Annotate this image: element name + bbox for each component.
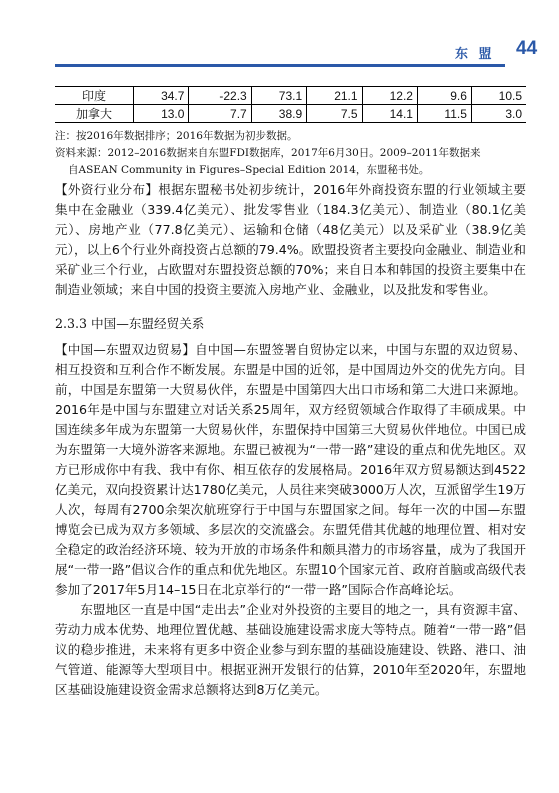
body-paragraph-3	[55, 600, 526, 700]
paragraph-text: 东盟地区一直是中国“走出去”企业对外投资的主要目的地之一，具有资源丰富、劳动力成本优势、地理位置优越、基础设施建设需求庞大等特点。随着“一带一路”倡议的稳步推进，未来将有更多中资企业参与到东盟的基础设施建设、铁路、港口、油气管道、能源等大型项目中。根据亚洲开发银行的估算，2010年至2020年，东盟地区基础设施建设资金需求总额将达到8万亿美元。	[55, 602, 526, 697]
paragraph-text: 【外资行业分布】根据东盟秘书处初步统计，2016年外商投资东盟的行业领域主要集中在金融业（339.4亿美元）、批发零售业（184.3亿美元）、制造业（80.1亿美元）、房地产业（77.8亿美元）、运输和仓储（48亿美元）以及采矿业（38.9亿美元），以上6个行业外商投资占总额的79.4%。欧盟投资者主要投向金融业、制造业和采矿业三个行业，占欧盟对东盟投资总额的70%；来自日本和韩国的投资主要集中在制造业领域；来自中国的投资主要流入房地产业、金融业，以及批发和零售业。	[55, 182, 526, 297]
table-cell: 13.0	[134, 105, 189, 123]
table-note: 注：按2016年数据排序；2016年数据为初步数据。	[55, 130, 298, 142]
table-cell: -22.3	[189, 87, 251, 105]
section-heading: 2.3.3 中国—东盟经贸关系	[55, 316, 205, 331]
table-cell: 12.2	[362, 87, 417, 105]
table-cell: 38.9	[251, 105, 306, 123]
body-paragraph-2	[55, 340, 526, 600]
table-notes	[55, 128, 526, 179]
table-cell: 10.5	[471, 87, 526, 105]
row-label: 加拿大	[55, 105, 134, 123]
source-note-cont: 自ASEAN Community in Figures–Special Edition 2014，东盟秘书处。	[68, 164, 430, 176]
table-cell: 11.5	[417, 105, 471, 123]
table-cell: 7.5	[307, 105, 362, 123]
row-label: 印度	[55, 87, 134, 105]
table-cell: 73.1	[251, 87, 306, 105]
header-rule	[55, 64, 505, 67]
paragraph-text: 【中国—东盟双边贸易】自中国—东盟签署自贸协定以来，中国与东盟的双边贸易、相互投资和互利合作不断发展。东盟是中国的近邻，是中国周边外交的优先方向。目前，中国是东盟第一大贸易伙伴，东盟是中国第四大出口市场和第二大进口来源地。2016年是中国与东盟建立对话关系25周年，双方经贸领域合作取得了丰硕成果。中国连续多年成为东盟第一大贸易伙伴，东盟保持中国第三大贸易伙伴地位。中国已成为东盟第一大境外游客来源地。东盟已被视为“一带一路”建设的重点和优先地区。双方已形成你中有我、我中有你、相互依存的发展格局。2016年双方贸易额达到4522亿美元，双向投资累计达1780亿美元，人员往来突破3000万人次，互派留学生19万人次，每周有2700余架次航班穿行于中国与东盟国家之间。每年一次的中国—东盟博览会已成为双方多领域、多层次的交流盛会。东盟凭借其优越的地理位置、相对安全稳定的政治经济环境、较为开放的市场条件和颇具潜力的市场容量，成为了我国开展“一带一路”倡议合作的重点和优先地区。东盟10个国家元首、政府首脑或高级代表参加了2017年5月14–15日在北京举行的“一带一路”国际合作高峰论坛。	[55, 342, 526, 597]
body-paragraph-1	[55, 180, 526, 300]
table-cell: 14.1	[362, 105, 417, 123]
page-number: 44	[516, 38, 538, 59]
table-cell: 9.6	[417, 87, 471, 105]
table-cell: 7.7	[189, 105, 251, 123]
table-cell: 3.0	[471, 105, 526, 123]
table-row	[55, 105, 526, 123]
header-title: 东 盟	[455, 47, 495, 62]
fdi-table	[55, 86, 526, 123]
table-cell: 34.7	[134, 87, 189, 105]
table-cell: 21.1	[307, 87, 362, 105]
table-row	[55, 87, 526, 105]
source-note: 资料来源：2012–2016数据来自东盟FDI数据库，2017年6月30日。2009–2011年数据来	[55, 147, 481, 159]
